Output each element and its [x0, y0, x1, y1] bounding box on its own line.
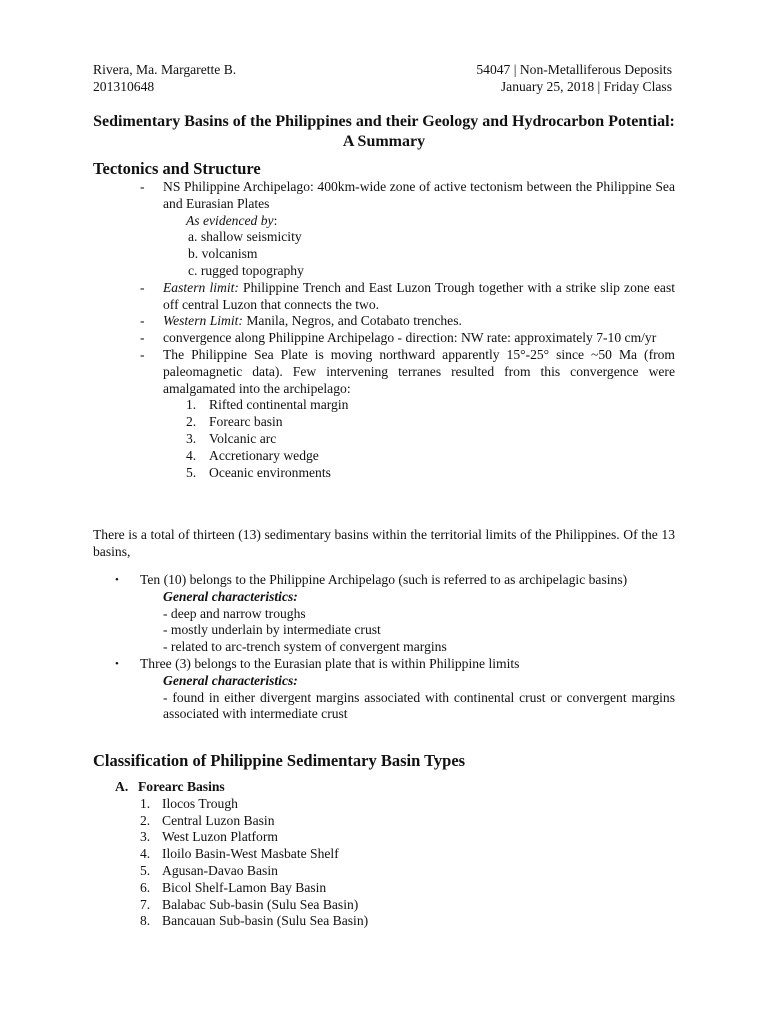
tectonics-item-text: The Philippine Sea Plate is moving northward apparently 15°-25° since ~50 Ma (from paleomagnetic data). Few intervening terranes resulted from this convergence were amalgamated into the archipelago: — [163, 346, 675, 396]
terrane-item: 1. Rifted continental margin — [186, 397, 349, 413]
evidence-item: a. shallow seismicity — [188, 229, 302, 245]
basin-item: 7. Balabac Sub-basin (Sulu Sea Basin) — [140, 896, 359, 912]
western-limit-text: Manila, Negros, and Cotabato trenches. — [242, 313, 462, 329]
bullet-text: Three (3) belongs to the Eurasian plate that is within Philippine limits — [140, 655, 520, 671]
terrane-item: 3. Volcanic arc — [186, 430, 277, 446]
course-code: 54047 | Non-Metalliferous Deposits — [476, 62, 672, 77]
section-label: Forearc Basins — [138, 779, 225, 794]
eastern-limit-text: Philippine Trench and East Luzon Trough together with a strike slip zone east off central Luzon that connects the two. — [163, 279, 676, 312]
basin-item: 8. Bancauan Sub-basin (Sulu Sea Basin) — [140, 913, 369, 929]
dash-marker: - — [140, 313, 145, 329]
tectonics-list — [93, 179, 675, 481]
header-right — [476, 61, 672, 95]
classification-heading: Classification of Philippine Sedimentary Basin Types — [93, 751, 466, 770]
header-left — [93, 61, 236, 95]
characteristic-item: - deep and narrow troughs — [163, 605, 306, 621]
basins-list — [93, 572, 675, 723]
tectonics-item-archipelago — [93, 179, 675, 213]
document-title: Sedimentary Basins of the Philippines and their Geology and Hydrocarbon Potential: A Summary — [93, 113, 675, 150]
section-letter: A. — [115, 779, 129, 794]
tectonics-heading: Tectonics and Structure — [93, 159, 261, 178]
basin-item: 2. Central Luzon Basin — [140, 812, 275, 828]
dash-marker: - — [140, 330, 145, 346]
tectonics-item-eastern-limit — [93, 280, 675, 314]
student-number: 201310648 — [93, 79, 155, 94]
evidenced-label: As evidenced by: — [186, 212, 278, 228]
tectonics-item-convergence — [93, 330, 675, 347]
eastern-limit-label: Eastern limit: — [163, 279, 239, 295]
forearc-basins-heading — [93, 779, 675, 796]
basin-item: 3. West Luzon Platform — [140, 829, 278, 845]
characteristic-item: - mostly underlain by intermediate crust — [163, 622, 381, 638]
basins-bullet-archipelago — [93, 572, 675, 589]
classification-list — [93, 779, 675, 930]
characteristic-item: - related to arc-trench system of convergent margins — [163, 639, 447, 655]
dash-marker: - — [140, 346, 145, 362]
basin-item: 1. Ilocos Trough — [140, 795, 238, 811]
basin-item: 4. Iloilo Basin-West Masbate Shelf — [140, 846, 339, 862]
general-characteristics-label: General characteristics: — [163, 588, 298, 604]
dash-marker: - — [140, 279, 145, 295]
general-characteristics-label: General characteristics: — [163, 672, 298, 688]
basin-item: 5. Agusan-Davao Basin — [140, 862, 278, 878]
basins-bullet-eurasian — [93, 656, 675, 673]
terrane-item: 5. Oceanic environments — [186, 464, 331, 480]
western-limit-label: Western Limit: — [163, 313, 243, 329]
dash-marker: - — [140, 179, 145, 194]
date-class: January 25, 2018 | Friday Class — [500, 79, 672, 94]
evidence-item: c. rugged topography — [188, 262, 304, 278]
characteristic-item: - found in either divergent margins associated with continental crust or convergent margins associated with intermediate crust — [163, 689, 675, 722]
terrane-item: 2. Forearc basin — [186, 414, 283, 430]
tectonics-item-text: NS Philippine Archipelago: 400km-wide zone of active tectonism between the Philippine Sea and Eurasian Plates — [163, 179, 675, 211]
evidence-item: b. volcanism — [188, 246, 258, 262]
tectonics-item-text: convergence along Philippine Archipelago - direction: NW rate: approximately 7-10 cm/yr — [163, 330, 657, 346]
bullet-marker: • — [115, 574, 119, 586]
author-name: Rivera, Ma. Margarette B. — [93, 62, 237, 77]
basin-item: 6. Bicol Shelf-Lamon Bay Basin — [140, 879, 327, 895]
tectonics-item-sea-plate — [93, 347, 675, 397]
bullet-marker: • — [115, 657, 119, 670]
bullet-text: Ten (10) belongs to the Philippine Archipelago (such is referred to as archipelagic basins) — [140, 572, 628, 587]
basins-intro: There is a total of thirteen (13) sedimentary basins within the territorial limits of the Philippines. Of the 13 basins, — [93, 527, 675, 559]
terrane-item: 4. Accretionary wedge — [186, 447, 319, 463]
tectonics-item-western-limit — [93, 313, 675, 330]
